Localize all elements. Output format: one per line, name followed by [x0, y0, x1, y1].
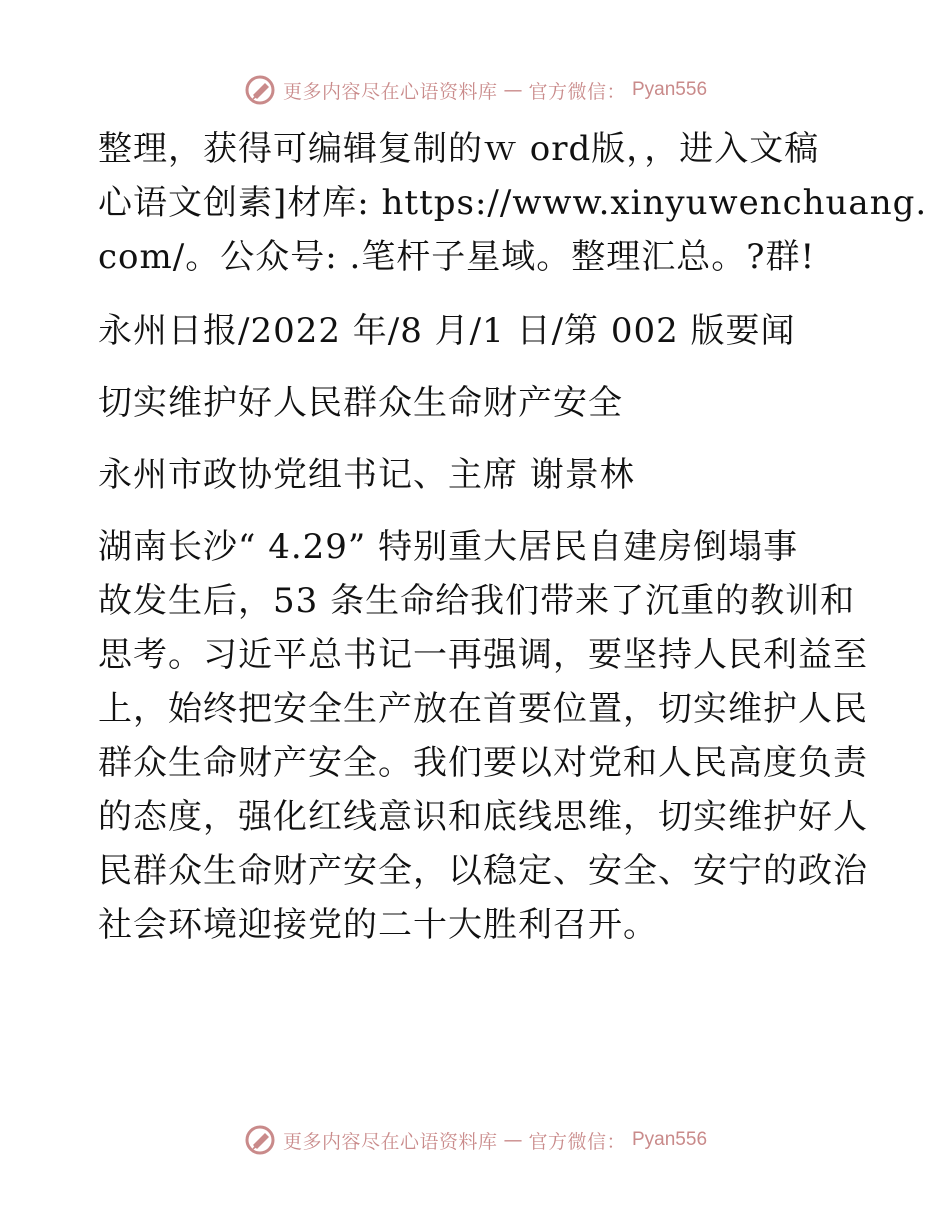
body-line: 社会环境迎接党的二十大胜利召开。: [98, 905, 658, 945]
intro-line: com/。公众号: .笔杆子星域。整理汇总。?群!: [98, 237, 816, 277]
pen-logo-icon: [243, 73, 277, 107]
watermark-id: Pyan556: [632, 79, 708, 100]
intro-line: 心语文创素]材库: https://www.xinyuwenchuang.: [98, 183, 928, 223]
body-line: 思考。习近平总书记一再强调，要坚持人民利益至: [98, 635, 868, 675]
watermark-label: 官方微信：: [528, 80, 626, 103]
footer-watermark: [0, 1120, 950, 1160]
body-line: 湖南长沙“ 4.29” 特别重大居民自建房倒塌事: [98, 527, 799, 567]
watermark-text: 更多内容尽在心语资料库: [282, 80, 498, 103]
intro-line: 整理，获得可编辑复制的ｗ ord版，，进入文稿: [98, 129, 820, 169]
author-line: 永州市政协党组书记、主席 谢景林: [98, 455, 635, 495]
watermark-text: 更多内容尽在心语资料库: [282, 1130, 498, 1153]
intro-block: [98, 122, 928, 284]
document-content: [98, 122, 928, 952]
body-line: 上，始终把安全生产放在首要位置，切实维护人民: [98, 689, 868, 729]
body-line: 民群众生命财产安全，以稳定、安全、安宁的政治: [98, 851, 868, 891]
pen-logo-icon: [243, 1123, 277, 1157]
watermark-separator: —: [503, 1129, 523, 1151]
header-watermark: [0, 70, 950, 110]
watermark-separator: —: [503, 79, 523, 101]
source-line: 永州日报/2022 年/8 月/1 日/第 002 版要闻: [98, 311, 796, 351]
body-line: 的态度，强化红线意识和底线思维，切实维护好人: [98, 797, 868, 837]
article-title: 切实维护好人民群众生命财产安全: [98, 383, 623, 423]
watermark-label: 官方微信：: [528, 1130, 626, 1153]
body-paragraph: [98, 520, 868, 952]
body-line: 群众生命财产安全。我们要以对党和人民高度负责: [98, 743, 868, 783]
body-line: 故发生后，53 条生命给我们带来了沉重的教训和: [98, 581, 856, 621]
watermark-id: Pyan556: [632, 1129, 708, 1150]
